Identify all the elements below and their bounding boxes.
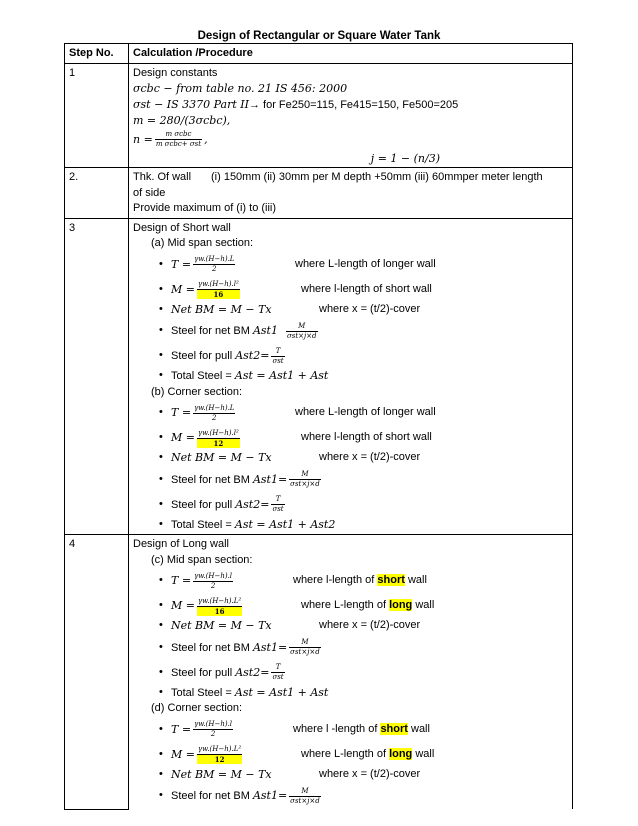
math-text: T = <box>171 722 192 736</box>
n-fraction <box>155 130 202 149</box>
formula-note: where x = (t/2)-cover <box>319 619 421 631</box>
fraction-numerator: γw.(H−h).L <box>194 255 235 264</box>
math-text: Net BM = M − Tx <box>171 302 272 316</box>
text-span: Steel for pull <box>171 498 236 511</box>
steel-pull-formula <box>133 660 568 685</box>
bullet-marker: • <box>159 747 163 760</box>
j-line: j = 1 − (n/3) <box>370 151 440 165</box>
math-text: T = <box>171 574 192 587</box>
fraction-denominator: 2 <box>212 265 217 274</box>
fraction <box>289 638 321 657</box>
design-constants-heading: Design constants <box>133 66 218 79</box>
formula-note <box>301 742 434 767</box>
bullet-marker: • <box>159 619 163 631</box>
math-text: Ast1= <box>252 789 288 802</box>
tension-note: where L-length of longer wall <box>295 257 436 270</box>
bullet-marker: • <box>159 789 163 801</box>
moment-formula <box>133 593 568 618</box>
moment-note <box>301 593 434 618</box>
bullet-marker: • <box>159 257 163 270</box>
sigma-st-line <box>133 97 568 114</box>
thickness-label: Thk. Of wall <box>133 171 192 183</box>
fraction-numerator: T <box>271 663 284 673</box>
bullet-marker: • <box>159 599 163 611</box>
text-span: Steel for pull <box>171 350 236 362</box>
steel-pull-formula <box>133 492 568 517</box>
bullet-marker: • <box>159 472 163 485</box>
fraction-denominator: 16 <box>197 290 240 299</box>
tension-note <box>293 568 427 593</box>
tension-fraction <box>193 255 235 274</box>
formula-note: where x = (t/2)-cover <box>319 767 421 780</box>
mid-span-heading: (c) Mid span section: <box>151 553 253 566</box>
short-wall-heading: Design of Short wall <box>133 221 231 234</box>
bullet-marker: • <box>159 349 163 361</box>
fraction-denominator: 12 <box>197 755 242 764</box>
fraction-denominator: 2 <box>210 581 216 590</box>
table-row <box>65 168 573 219</box>
math-text: M = <box>171 747 195 761</box>
table-row <box>65 63 573 168</box>
math-text: M = <box>171 282 195 296</box>
text-span: Steel for pull <box>171 666 236 679</box>
n-denominator: m σcbc+ σst <box>155 140 202 149</box>
math-text: M = <box>171 599 195 612</box>
bullet-marker: • <box>159 431 163 443</box>
fraction <box>197 745 242 764</box>
long-wall-cell <box>129 535 573 810</box>
fraction-numerator: M <box>286 322 318 332</box>
text-span: wall <box>407 722 430 735</box>
fraction-denominator: 2 <box>212 413 217 422</box>
fraction-numerator: γw.(H−h).l <box>194 571 233 580</box>
steel-bm-formula <box>133 783 568 808</box>
formula-note: where L-length of longer wall <box>295 406 436 418</box>
fraction <box>197 597 242 616</box>
wall-thickness-cell <box>129 168 573 219</box>
steel-bm-formula <box>133 635 568 660</box>
text-span: wall <box>412 747 435 760</box>
bullet-marker: • <box>159 685 163 698</box>
step-number: 3 <box>65 218 129 535</box>
step-no-header: Step No. <box>65 44 129 64</box>
fraction-numerator: M <box>289 638 321 648</box>
bullet-marker: • <box>159 722 163 735</box>
short-wall-cell <box>129 218 573 535</box>
text-span: where l-length of <box>293 574 378 586</box>
fraction-denominator: 2 <box>210 730 216 739</box>
steel-pull-formula <box>133 343 568 368</box>
net-bm-formula <box>133 618 568 635</box>
sigma-cbc-line: σcbc − from table no. 21 IS 456: 2000 <box>133 82 348 95</box>
text-span <box>65 44 573 810</box>
fraction-numerator: γw.(H−h).L² <box>197 596 242 605</box>
moment-note: where l-length of short wall <box>301 282 432 295</box>
bullet-marker: • <box>159 302 163 315</box>
text-span: Total Steel = <box>171 686 235 699</box>
fraction-numerator: T <box>271 495 284 505</box>
formula-note <box>293 717 430 742</box>
thickness-options: (i) 150mm (ii) 30mm per M depth +50mm (iii) 60mmper meter length <box>211 171 543 183</box>
bullet-marker: • <box>159 517 163 530</box>
math-text: Ast2= <box>235 349 270 362</box>
thickness-line-2: of side <box>133 186 166 199</box>
modular-ratio-line: m = 280/(3σcbc), <box>133 114 231 127</box>
bullet-marker: • <box>159 767 163 780</box>
net-bm-formula <box>133 450 568 467</box>
math-text: Net BM = M − Tx <box>171 451 272 464</box>
fraction <box>193 404 235 423</box>
tension-formula <box>133 717 568 742</box>
fraction <box>193 720 233 739</box>
fraction-numerator: γw.(H−h).l <box>194 720 233 729</box>
steel-bm-formula <box>133 318 568 343</box>
text-span: where l -length of <box>293 722 381 735</box>
design-constants-cell <box>129 63 573 168</box>
total-steel-formula <box>133 685 568 702</box>
math-text: Net BM = M − Tx <box>171 619 272 632</box>
bullet-marker: • <box>159 451 163 463</box>
document-title: Design of Rectangular or Square Water Tank <box>197 30 441 42</box>
math-text: Ast1= <box>252 472 288 486</box>
fraction-numerator: γw.(H−h).L² <box>197 745 242 754</box>
math-text: Ast1= <box>252 640 288 654</box>
long-wall-heading: Design of Long wall <box>133 538 230 550</box>
fraction <box>286 322 318 341</box>
moment-formula <box>133 277 568 302</box>
fraction-denominator: σst×j×d <box>290 648 320 657</box>
fraction <box>271 663 284 682</box>
fraction <box>271 347 284 366</box>
bullet-marker: • <box>159 640 163 653</box>
fraction-denominator: σst×j×d <box>286 331 317 340</box>
n-tail: , <box>204 132 208 146</box>
text-span: Steel for net BM <box>171 641 253 654</box>
net-bm-formula <box>133 302 568 319</box>
highlight-long: long <box>389 599 413 611</box>
moment-formula <box>133 742 568 767</box>
fraction <box>197 429 240 448</box>
step-number: 1 <box>65 63 129 168</box>
thickness-line <box>133 170 568 186</box>
math-text: T = <box>171 257 192 271</box>
formula-note: where x = (t/2)-cover <box>319 451 421 463</box>
text-span: Steel for net BM <box>171 325 253 337</box>
mid-span-heading: (a) Mid span section: <box>151 237 254 249</box>
highlight-long: long <box>389 747 413 760</box>
tension-formula <box>133 400 568 425</box>
fraction <box>271 495 284 514</box>
corner-section-heading: (d) Corner section: <box>151 702 243 714</box>
table-header-row <box>65 44 573 64</box>
table-row <box>65 535 573 810</box>
text-span: Steel for net BM <box>171 473 253 486</box>
fraction-denominator: σst <box>272 505 284 514</box>
fraction-denominator: σst×j×d <box>290 796 320 805</box>
tension-formula <box>133 252 568 277</box>
fraction-denominator: σst <box>272 673 284 682</box>
sigma-st-math: σst − IS 3370 Part II <box>133 97 249 111</box>
bullet-marker: • <box>159 497 163 510</box>
math-text: Ast2= <box>235 665 270 679</box>
math-text: Ast = Ast1 + Ast <box>234 685 329 699</box>
fraction <box>289 470 321 489</box>
total-steel-formula <box>133 517 568 534</box>
fraction-numerator: γw.(H−h).l² <box>197 428 239 437</box>
fraction-numerator: M <box>289 787 321 797</box>
text-span: Total Steel = <box>171 370 235 382</box>
math-text: T = <box>171 406 192 419</box>
steel-bm-formula <box>133 467 568 492</box>
step-number: 2. <box>65 168 129 219</box>
math-text: Ast = Ast1 + Ast2 <box>234 517 336 531</box>
text-span: where L-length of <box>301 599 390 611</box>
procedure-table <box>64 43 573 810</box>
highlight-short: short <box>380 722 408 735</box>
fraction-denominator: σst×j×d <box>290 480 320 489</box>
fraction-numerator: γw.(H−h).l² <box>197 280 239 289</box>
text-span: where L-length of <box>301 747 390 760</box>
bullet-marker: • <box>159 324 163 336</box>
net-bm-formula <box>133 767 568 784</box>
bullet-marker: • <box>159 574 163 586</box>
fraction-denominator: σst <box>272 356 284 365</box>
n-line <box>133 129 568 151</box>
fraction-numerator: γw.(H−h).L <box>194 403 235 412</box>
bullet-marker: • <box>159 369 163 381</box>
fraction <box>193 572 233 591</box>
math-text: Net BM = M − Tx <box>171 767 272 781</box>
bullet-marker: • <box>159 665 163 678</box>
n-numerator: m σcbc <box>155 130 202 140</box>
fraction-numerator: T <box>271 347 284 357</box>
tension-formula <box>133 568 568 593</box>
moment-fraction <box>197 280 240 299</box>
table-row <box>65 218 573 535</box>
fraction-numerator: M <box>289 470 321 480</box>
text-span: wall <box>412 599 435 611</box>
total-steel-formula <box>133 368 568 385</box>
text-span: Total Steel = <box>171 518 235 531</box>
n-lhs: n = <box>133 132 153 146</box>
sigma-st-text: → for Fe250=115, Fe415=150, Fe500=205 <box>248 98 459 111</box>
step-number: 4 <box>65 535 129 810</box>
moment-formula <box>133 425 568 450</box>
highlight-short: short <box>377 574 405 586</box>
procedure-header: Calculation /Procedure <box>129 44 573 64</box>
thickness-rule: Provide maximum of (i) to (iii) <box>133 202 277 214</box>
math-text: M = <box>171 431 195 444</box>
fraction <box>289 787 321 806</box>
math-text: Ast2= <box>235 497 270 511</box>
formula-note: where l-length of short wall <box>301 431 432 443</box>
net-bm-note: where x = (t/2)-cover <box>319 302 421 315</box>
corner-section-heading: (b) Corner section: <box>151 385 243 398</box>
fraction-denominator: 16 <box>197 607 242 616</box>
math-text: Ast1 <box>252 324 278 337</box>
math-text: Ast = Ast1 + Ast <box>234 369 329 382</box>
bullet-marker: • <box>159 406 163 418</box>
bullet-marker: • <box>159 282 163 295</box>
fraction-denominator: 12 <box>197 439 240 448</box>
text-span: Steel for net BM <box>171 790 253 802</box>
text-span: wall <box>404 574 427 586</box>
